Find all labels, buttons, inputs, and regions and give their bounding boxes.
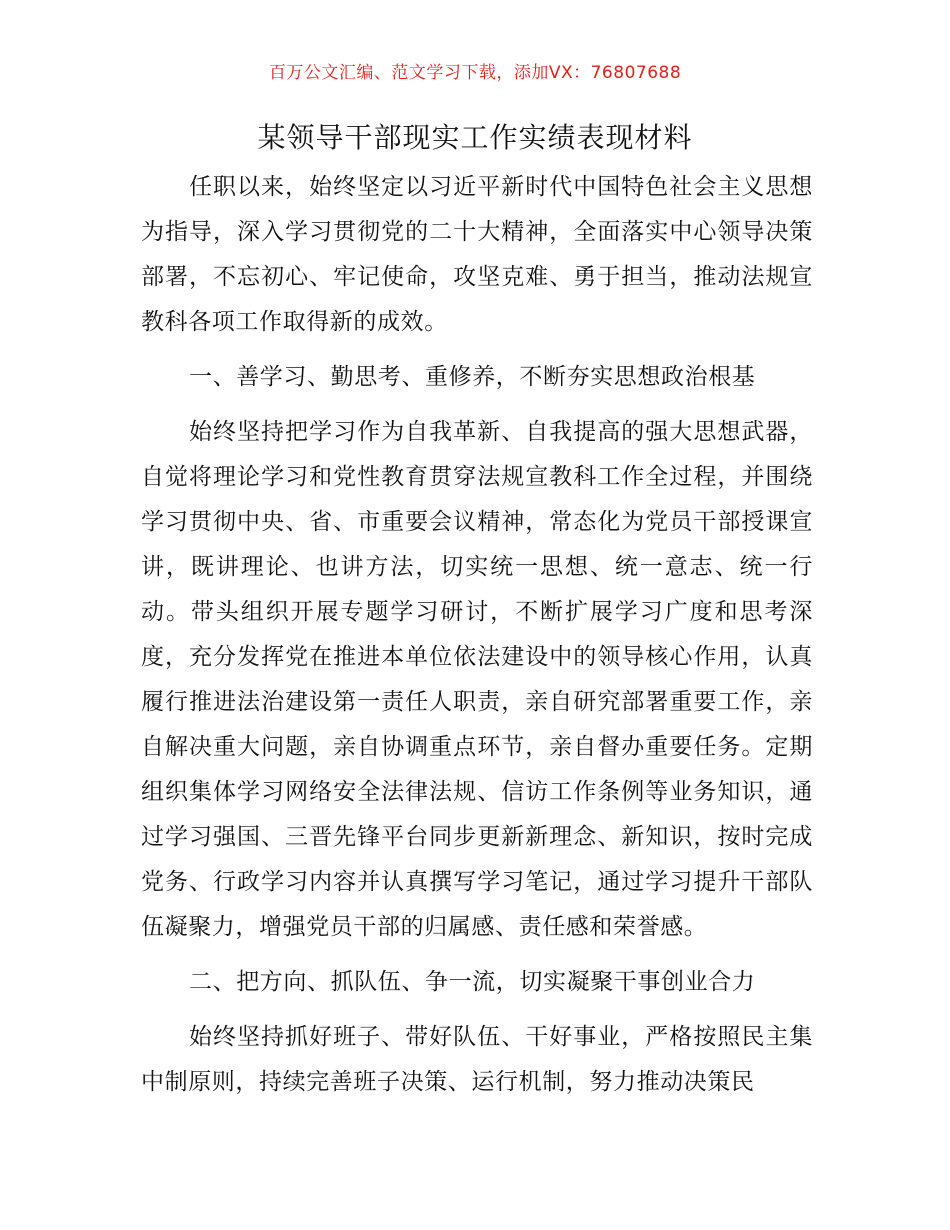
section-2-paragraph: 始终坚持抓好班子、带好队伍、干好事业，严格按照民主集中制原则，持续完善班子决策、运行机制，努力推动决策民 xyxy=(141,1024,813,1095)
section-heading-2: 二、把方向、抓队伍、争一流，切实凝聚干事创业合力 xyxy=(189,969,756,995)
intro-paragraph: 任职以来，始终坚定以习近平新时代中国特色社会主义思想为指导，深入学习贯彻党的二十大精神，全面落实中心领导决策部署，不忘初心、牢记使命，攻坚克难、勇于担当，推动法规宣教科各项工作取得新的成效。 xyxy=(141,174,813,335)
document-title: 某领导干部现实工作实绩表现材料 xyxy=(257,121,693,154)
header-watermark-note: 百万公文汇编、范文学习下载，添加VX：76807688 xyxy=(268,63,682,83)
document-body xyxy=(141,165,813,1115)
section-heading-1: 一、善学习、勤思考、重修养，不断夯实思想政治根基 xyxy=(189,364,756,390)
section-1-paragraph: 始终坚持把学习作为自我革新、自我提高的强大思想武器，自觉将理论学习和党性教育贯穿法规宣教科工作全过程，并围绕学习贯彻中央、省、市重要会议精神，常态化为党员干部授课宣讲，既讲理论、也讲方法，切实统一思想、统一意志、统一行动。带头组织开展专题学习研讨，不断扩展学习广度和思考深度，充分发挥党在推进本单位依法建设中的领导核心作用，认真履行推进法治建设第一责任人职责，亲自研究部署重要工作，亲自解决重大问题，亲自协调重点环节，亲自督办重要任务。定期组织集体学习网络安全法律法规、信访工作条例等业务知识，通过学习强国、三晋先锋平台同步更新新理念、新知识，按时完成党务、行政学习内容并认真撰写学习笔记，通过学习提升干部队伍凝聚力，增强党员干部的归属感、责任感和荣誉感。 xyxy=(141,419,813,940)
